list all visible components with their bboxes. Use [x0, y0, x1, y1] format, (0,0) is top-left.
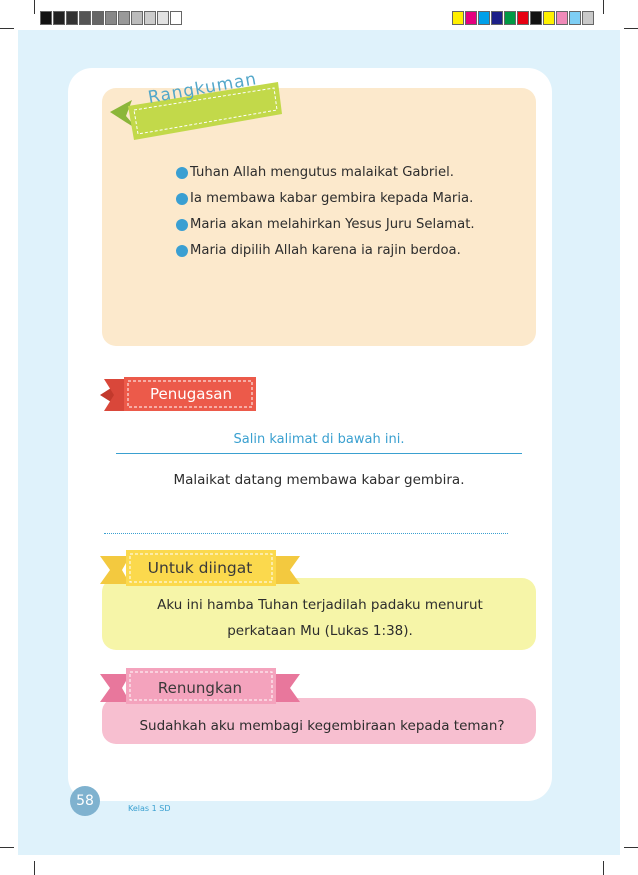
bullet-dot-icon — [176, 167, 188, 179]
bullet-dot-icon — [176, 193, 188, 205]
summary-list — [176, 160, 475, 264]
assignment-title: Penugasan — [150, 385, 232, 403]
summary-title: Rangkuman — [146, 69, 259, 108]
list-item: Maria dipilih Allah karena ia rajin berdoa. — [176, 238, 475, 264]
list-item: Tuhan Allah mengutus malaikat Gabriel. — [176, 160, 475, 186]
assignment-instruction: Salin kalimat di bawah ini. — [233, 432, 405, 447]
footer-class-label: Kelas 1 SD — [128, 804, 171, 813]
list-item: Ia membawa kabar gembira kepada Maria. — [176, 186, 475, 212]
remember-title: Untuk diingat — [147, 559, 253, 577]
page-number: 58 — [70, 786, 100, 816]
remember-verse-line-1: Aku ini hamba Tuhan terjadilah padaku menurut — [157, 597, 483, 613]
reflect-question: Sudahkah aku membagi kegembiraan kepada teman? — [139, 718, 505, 734]
dotted-divider — [104, 533, 508, 534]
bullet-dot-icon — [176, 219, 188, 231]
assignment-sentence: Malaikat datang membawa kabar gembira. — [173, 472, 465, 488]
bullet-dot-icon — [176, 245, 188, 257]
list-item: Maria akan melahirkan Yesus Juru Selamat. — [176, 212, 475, 238]
remember-verse-line-2: perkataan Mu (Lukas 1:38). — [227, 623, 413, 639]
divider-line — [116, 453, 522, 454]
reflect-title: Renungkan — [157, 679, 243, 697]
